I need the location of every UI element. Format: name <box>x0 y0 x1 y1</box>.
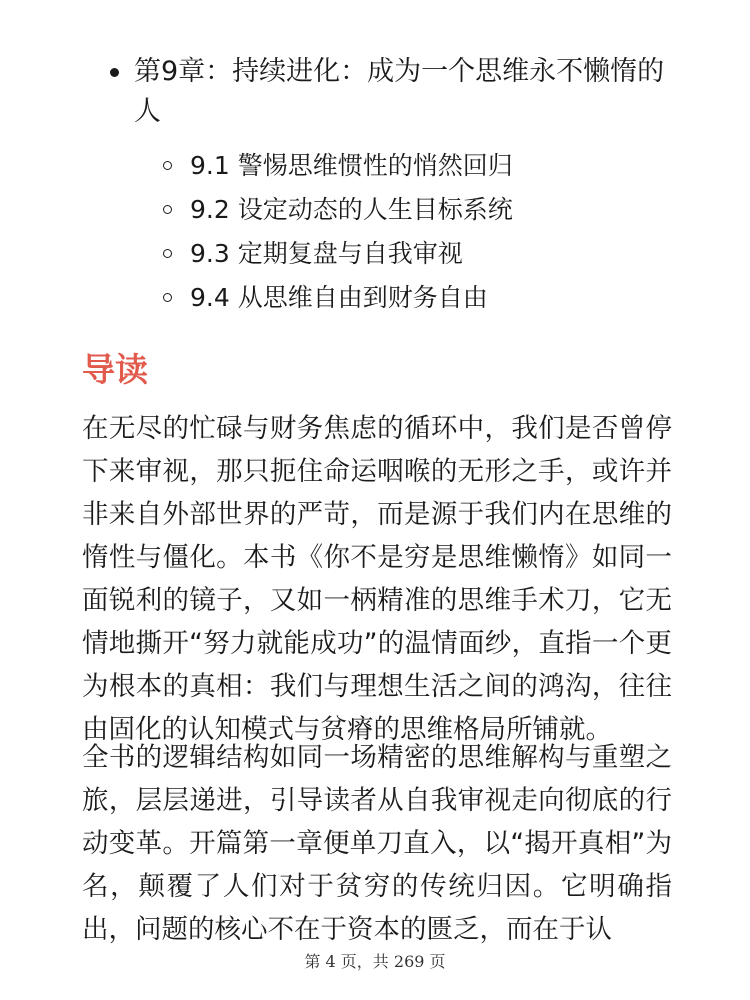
section-list <box>163 144 703 320</box>
hollow-bullet-icon <box>163 293 172 302</box>
hollow-bullet-icon <box>163 205 172 214</box>
intro-paragraph-2: 全书的逻辑结构如同一场精密的思维解构与重塑之旅，层层递进，引导读者从自我审视走向彻底的行动变革。开篇第一章便单刀直入，以“揭开真相”为名，颠覆了人们对于贫穷的传统归因。它明确指出，问题的核心不在于资本的匮乏，而在于认 <box>82 742 672 945</box>
section-label: 9.4 从思维自由到财务自由 <box>190 283 488 312</box>
section-label: 9.3 定期复盘与自我审视 <box>190 239 463 268</box>
intro-heading: 导读 <box>82 350 148 389</box>
section-item <box>163 144 703 188</box>
hollow-bullet-icon <box>163 249 172 258</box>
section-item <box>163 188 703 232</box>
section-item <box>163 276 703 320</box>
page-number: 第 4 页，共 269 页 <box>304 952 446 971</box>
section-label: 9.2 设定动态的人生目标系统 <box>190 195 513 224</box>
chapter-title: 第9章：持续进化：成为一个思维永不懒惰的人 <box>134 56 665 127</box>
section-label: 9.1 警惕思维惯性的悄然回归 <box>190 151 513 180</box>
intro-paragraph-1: 在无尽的忙碌与财务焦虑的循环中，我们是否曾停下来审视，那只扼住命运咽喉的无形之手，或许并非来自外部世界的严苛，而是源于我们内在思维的惰性与僵化。本书《你不是穷是思维懒惰》如同一面锐利的镜子，又如一柄精准的思维手术刀，它无情地撕开“努力就能成功”的温情面纱，直指一个更为根本的真相：我们与理想生活之间的鸿沟，往往由固化的认知模式与贫瘠的思维格局所铺就。 <box>82 413 672 745</box>
chapter-list-item <box>110 52 690 132</box>
section-item <box>163 232 703 276</box>
hollow-bullet-icon <box>163 161 172 170</box>
bullet-icon <box>110 68 119 77</box>
